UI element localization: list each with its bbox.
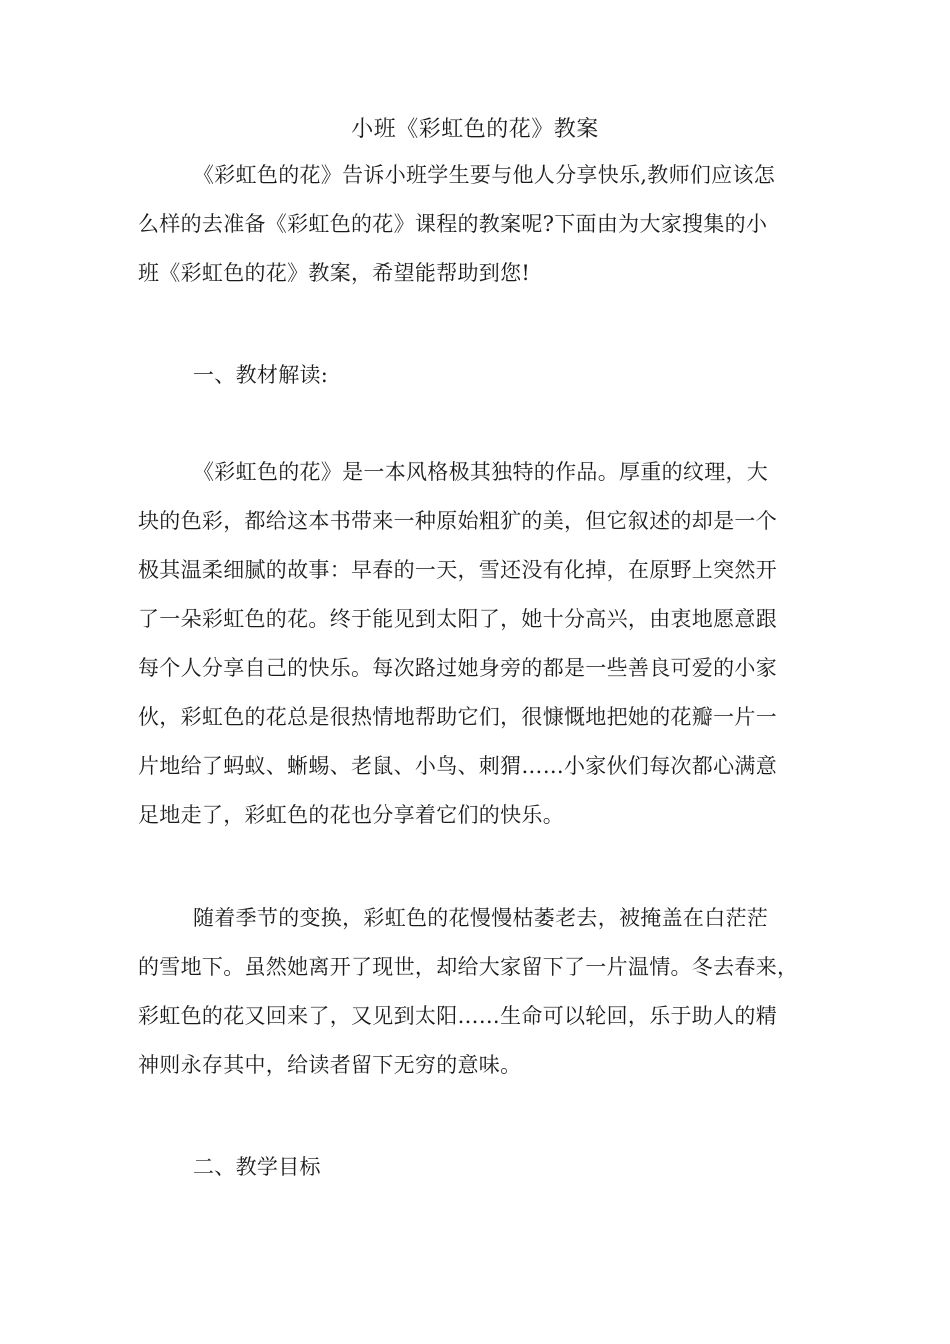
para1-line-5: 每个人分享自己的快乐。每次路过她身旁的都是一些善良可爱的小家 [138, 656, 777, 680]
section-heading-2: 二、教学目标 [193, 1155, 321, 1179]
para1-line-4: 了一朵彩虹色的花。终于能见到太阳了，她十分高兴，由衷地愿意跟 [138, 607, 777, 631]
intro-line-2: 么样的去准备《彩虹色的花》课程的教案呢?下面由为大家搜集的小 [138, 212, 768, 236]
para1-line-1: 《彩虹色的花》是一本风格极其独特的作品。厚重的纹理，大 [193, 460, 769, 484]
intro-line-3: 班《彩虹色的花》教案，希望能帮助到您! [138, 261, 531, 285]
para1-line-2: 块的色彩，都给这本书带来一种原始粗犷的美，但它叙述的却是一个 [138, 509, 777, 533]
para1-line-8: 足地走了，彩虹色的花也分享着它们的快乐。 [138, 803, 564, 827]
para2-line-1: 随着季节的变换，彩虹色的花慢慢枯萎老去，被掩盖在白茫茫 [193, 906, 769, 930]
section-heading-1: 一、教材解读: [193, 363, 329, 387]
para2-line-2: 的雪地下。虽然她离开了现世，却给大家留下了一片温情。冬去春来， [138, 955, 799, 979]
para2-line-4: 神则永存其中，给读者留下无穷的意味。 [138, 1053, 522, 1077]
para1-line-7: 片地给了蚂蚁、蜥蜴、老鼠、小鸟、刺猬……小家伙们每次都心满意 [138, 754, 777, 778]
intro-line-1: 《彩虹色的花》告诉小班学生要与他人分享快乐,教师们应该怎 [193, 163, 776, 187]
para1-line-3: 极其温柔细腻的故事：早春的一天，雪还没有化掉，在原野上突然开 [138, 558, 777, 582]
para2-line-3: 彩虹色的花又回来了，又见到太阳……生命可以轮回，乐于助人的精 [138, 1004, 777, 1028]
para1-line-6: 伙，彩虹色的花总是很热情地帮助它们，很慷慨地把她的花瓣一片一 [138, 705, 777, 729]
document-title: 小班《彩虹色的花》教案 [351, 117, 599, 142]
